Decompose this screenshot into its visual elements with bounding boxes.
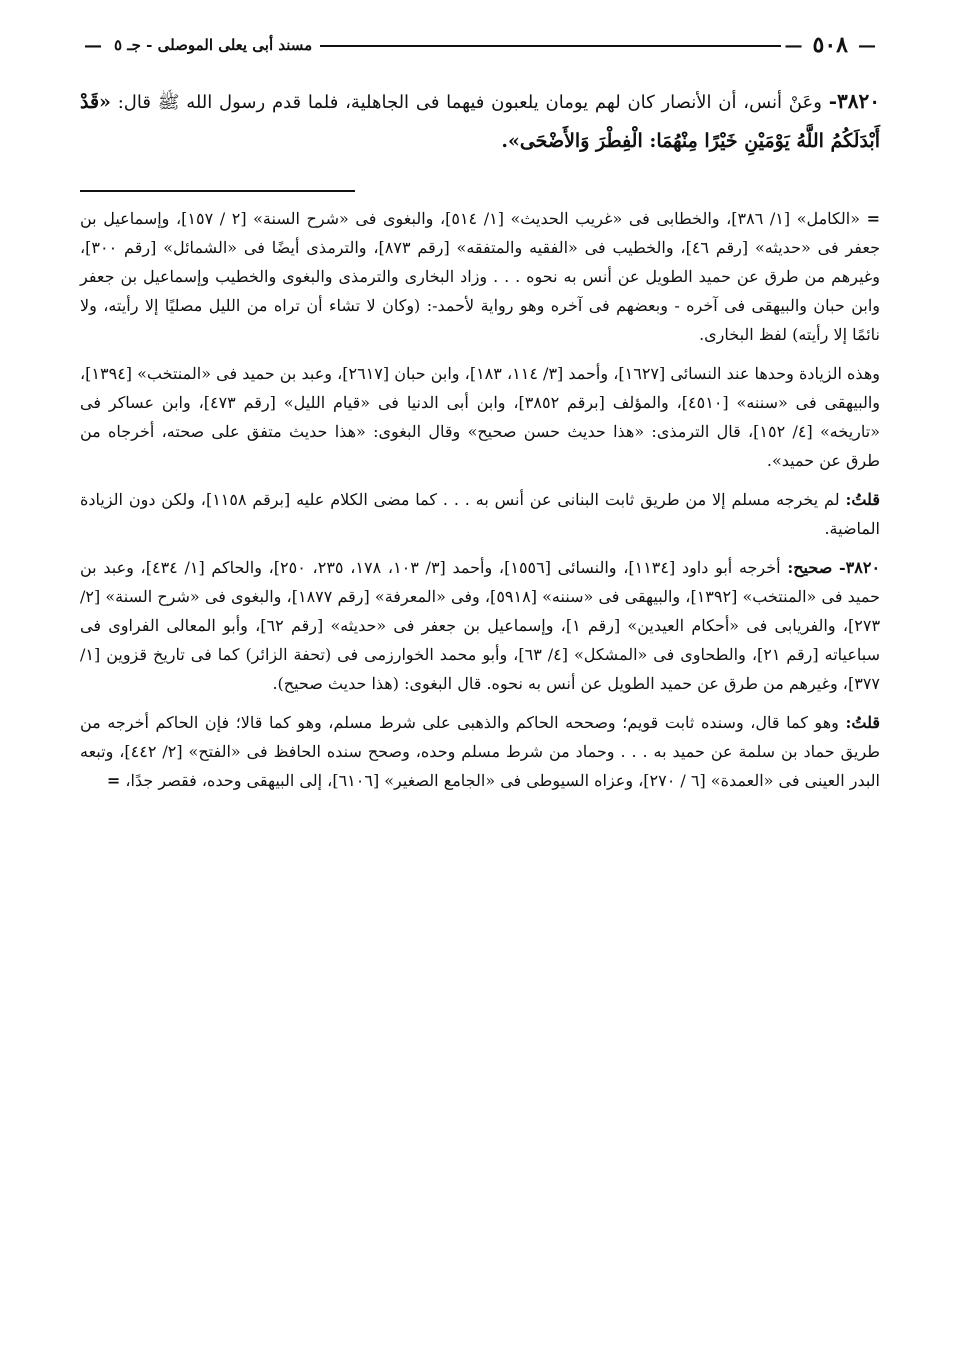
hadith-text: وعَنْ أنس، أن الأنصار كان لهم يومان يلعبون فيهما فى الجاهلية، فلما قدم رسول الله ﷺ قال: [117,92,822,113]
author-note-label-2: قلتُ: [845,712,881,732]
header-rule [320,45,780,47]
running-header [80,28,880,62]
footnotes [80,204,880,804]
footnote-paragraph-3 [80,485,880,543]
grading-label: صحيح: [787,557,833,577]
hadith-text-block [80,82,880,161]
takhrij-number: ٣٨٢٠- [839,557,881,577]
footnote-paragraph-2 [80,359,880,475]
footnote-paragraph-1 [80,204,880,349]
footnote-paragraph-5 [80,708,880,795]
hadith-number: ٣٨٢٠- [828,89,880,113]
hadith-quote: «قَدْ أَبْدَلَكُمُ اللَّهُ يَوْمَيْنِ خَيْرًا مِنْهُمَا: الْفِطْرَ وَالأَضْحَى». [80,91,880,152]
book-page [80,0,880,1365]
footnote-text-5: وهو كما قال، وسنده ثابت قويم؛ وصححه الحاكم والذهبى على شرط مسلم، وهو كما قالا؛ فإن الحاكم أخرجه من طريق حماد بن سلمة عن حميد به . . . وحماد من شرط مسلم وحده، وصحح سنده الحافظ فى «الفتح» [٢/ ٤٤٢]، وتبعه البدر العينى فى «العمدة» [٦ / ٢٧٠]، وعزاه السيوطى فى «الجامع الصغير» [٦١٠٦]، إلى البيهقى وحده، فقصر جدًا، [80,712,881,790]
header-dash-left: — [84,34,102,56]
footnote-separator [80,190,355,192]
page-number: ٥٠٨ [812,32,848,58]
footnote-paragraph-4 [80,553,880,698]
book-title: مسند أبى يعلى الموصلى - جـ ٥ [114,36,313,54]
header-dash-right: — [858,34,876,56]
author-note-label: قلتُ: [845,489,880,509]
footnote-text-4: أخرجه أبو داود [١١٣٤]، والنسائى [١٥٥٦]، وأحمد [٣/ ١٠٣، ١٧٨، ٢٣٥، ٢٥٠]، والحاكم [١/ ٤٣٤]، وعبد بن حميد فى «المنتخب» [١٣٩٢]، والبيهقى فى «سننه» [٥٩١٨]، وفى «المعرفة» [رقم ١٨٧٧]، والبغوى فى «شرح السنة» [٢/ ٢٧٣]، والفريابى فى «أحكام العيدين» [رقم ١]، وإسماعيل بن جعفر فى «حديثه» [رقم ٦٢]، وأبو المعالى الفراوى فى سباعياته [رقم ٢١]، والطحاوى فى «المشكل» [٤/ ٦٣]، وأبو محمد الخوارزمى فى (تحفة الزائر) كما فى تاريخ قزوين [١/ ٣٧٧]، وغيرهم من طرق عن حميد الطويل عن أنس به نحوه. قال البغوى: (هذا حديث صحيح). [80,557,881,693]
footnote-text-2: وهذه الزيادة وحدها عند النسائى [١٦٢٧]، وأحمد [٣/ ١١٤، ١٨٣]، وابن حبان [٢٦١٧]، وعبد بن حميد فى «المنتخب» [١٣٩٤]، والبيهقى فى «سننه» [٤٥١٠]، والمؤلف [برقم ٣٨٥٢]، وابن أبى الدنيا فى «قيام الليل» [رقم ٤٧٣]، وابن عساكر فى «تاريخه» [٤/ ١٥٢]، قال الترمذى: «هذا حديث حسن صحيح» وقال البغوى: «هذا حديث متفق على صحته، أخرجاه من طرق عن حميد». [80,363,881,471]
continuation-mark-end: = [106,770,121,790]
footnote-text-1: «الكامل» [١/ ٣٨٦]، والخطابى فى «غريب الحديث» [١/ ٥١٤]، والبغوى فى «شرح السنة» [٢ / ١٥٧]، وإسماعيل بن جعفر فى «حديثه» [رقم ٤٦]، والخطيب فى «الفقيه والمتفقه» [رقم ٨٧٣]، والترمذى أيضًا فى «الشمائل» [رقم ٣٠٠]، وغيرهم من طرق عن حميد الطويل عن أنس به نحوه . . . وزاد البخارى والترمذى والبغوى والخطيب وإسماعيل بن جعفر وابن حبان والبيهقى فى آخره - وبعضهم فى آخره وهو رواية لأحمد-: (وكان لا تشاء أن تراه من الليل مصليًا إلا رأيته، ولا نائمًا إلا رأيته) لفظ البخارى. [80,209,880,345]
continuation-mark: = [866,209,880,228]
footnote-text-3: لم يخرجه مسلم إلا من طريق ثابت البنانى عن أنس به . . . كما مضى الكلام عليه [برقم ١١٥٨]، ولكن دون الزيادة الماضية. [80,489,880,538]
header-dash-mid: — [784,34,803,56]
